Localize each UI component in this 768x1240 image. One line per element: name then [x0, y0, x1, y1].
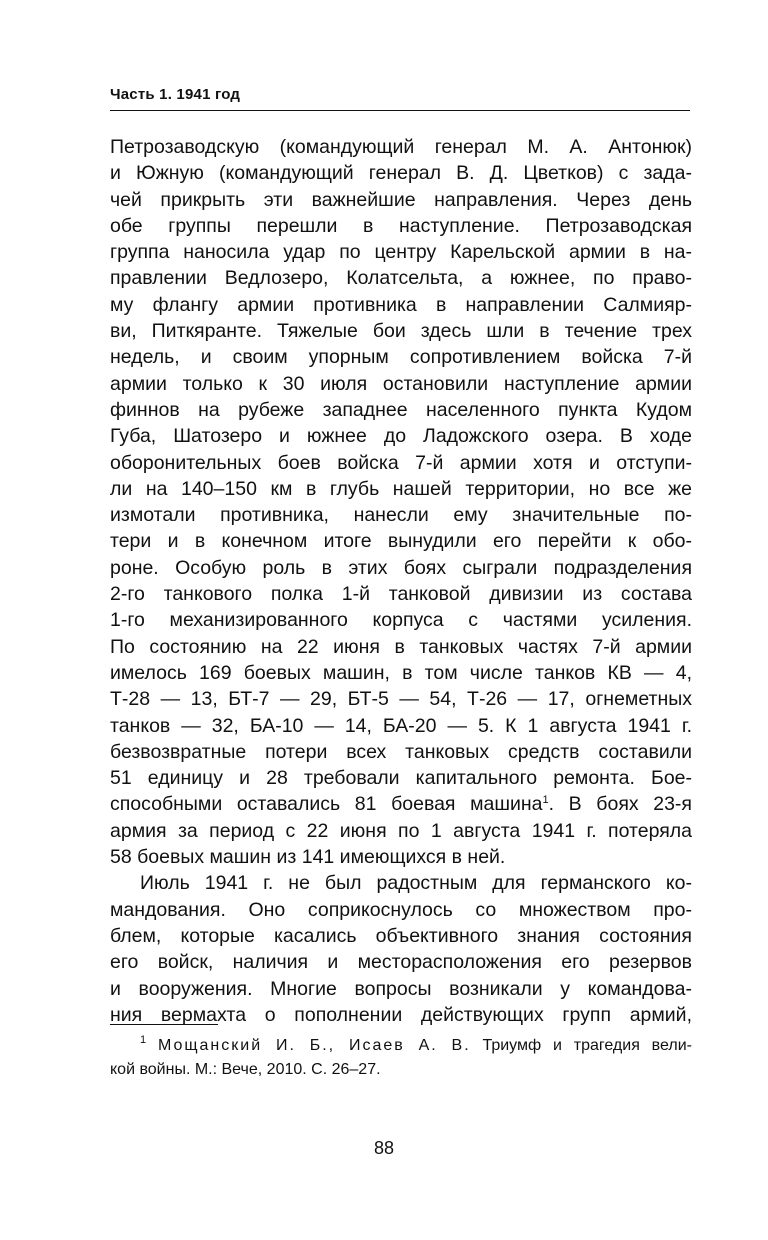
- footnote-line: [110, 1034, 692, 1058]
- text-line: танков — 32, БА-10 — 14, БА-20 — 5. К 1 августа 1941 г.: [110, 714, 692, 737]
- text-line: ли на 140–150 км в глубь нашей территории, но все же: [110, 477, 692, 500]
- text-line: 58 боевых машин из 141 имеющихся в ней.: [110, 846, 506, 869]
- text-line-with-footnote: [110, 791, 692, 817]
- text-line: армия за период с 22 июня по 1 августа 1941 г. потеряла: [110, 819, 692, 842]
- text-line: и Южную (командующий генерал В. Д. Цветков) с зада-: [110, 162, 692, 185]
- text-line: оборонительных боев войска 7-й армии хотя и отступи-: [110, 451, 692, 474]
- text-line: ния вермахта о пополнении действующих групп армий,: [110, 1003, 692, 1026]
- text-line: 2-го танкового полка 1-й танковой дивизии из состава: [110, 583, 692, 606]
- text-line: группа наносила удар по центру Карельской армии в на-: [110, 241, 692, 264]
- text-line: 1-го механизированного корпуса с частями усиления.: [110, 609, 692, 632]
- text-segment: . В боях 23-я: [548, 793, 692, 816]
- text-line: мандования. Оно соприкоснулось со множеством про-: [110, 898, 692, 921]
- text-line: недель, и своим упорным сопротивлением войска 7-й: [110, 346, 692, 369]
- text-line: обе группы перешли в наступление. Петрозаводская: [110, 214, 692, 237]
- footnote-authors: Мощанский И. Б., Исаев А. В.: [157, 1037, 471, 1054]
- text-line: безвозвратные потери всех танковых средств составили: [110, 740, 692, 763]
- text-line: Июль 1941 г. не был радостным для германского ко-: [140, 872, 692, 895]
- body-text: [110, 134, 692, 1028]
- text-line: ви, Питкяранте. Тяжелые бои здесь шли в течение трех: [110, 320, 692, 343]
- text-line: и вооружения. Многие вопросы возникали у командова-: [110, 977, 692, 1000]
- text-line: Петрозаводскую (командующий генерал М. А. Антонюк): [110, 136, 692, 158]
- text-line: роне. Особую роль в этих боях сыграли подразделения: [110, 556, 692, 579]
- text-line: 51 единицу и 28 требовали капитального ремонта. Бое-: [110, 767, 692, 790]
- text-line: имелось 169 боевых машин, в том числе танков КВ — 4,: [110, 661, 692, 684]
- running-header-title: Часть 1. 1941 год: [110, 86, 241, 103]
- text-line: измотали противника, нанесли ему значительные по-: [110, 504, 692, 527]
- text-line: армии только к 30 июля остановили наступление армии: [110, 372, 692, 395]
- text-line: чей прикрыть эти важнейшие направления. Через день: [110, 188, 692, 211]
- text-line: Т-28 — 13, БТ-7 — 29, БТ-5 — 54, Т-26 — 17, огнеметных: [110, 688, 692, 711]
- text-line: правлении Ведлозеро, Колатсельта, а южнее, по право-: [110, 267, 692, 290]
- footnote-mark: 1: [140, 1034, 147, 1046]
- text-line: му флангу армии противника в направлении Салмияр-: [110, 293, 692, 316]
- text-line: По состоянию на 22 июня в танковых частях 7-й армии: [110, 635, 692, 658]
- footnote: [110, 1034, 692, 1082]
- footnote-title: Триумф и трагедия вели-: [482, 1037, 692, 1054]
- text-line: финнов на рубеже западнее населенного пункта Кудом: [110, 398, 692, 421]
- text-line: его войск, наличия и месторасположения его резервов: [110, 951, 692, 974]
- footnote-divider: [110, 1024, 218, 1025]
- text-line: блем, которые касались объективного знания состояния: [110, 924, 692, 947]
- text-line: Губа, Шатозеро и южнее до Ладожского озера. В ходе: [110, 425, 692, 448]
- text-segment: способными оставались 81 боевая машина: [110, 793, 543, 816]
- footnote-reference: 1: [542, 794, 549, 807]
- footnote-line: кой войны. М.: Вече, 2010. С. 26–27.: [110, 1061, 381, 1078]
- text-line: тери и в конечном итоге вынудили его перейти к обо-: [110, 530, 692, 553]
- running-header: [110, 86, 690, 111]
- page-number: 88: [373, 1138, 395, 1158]
